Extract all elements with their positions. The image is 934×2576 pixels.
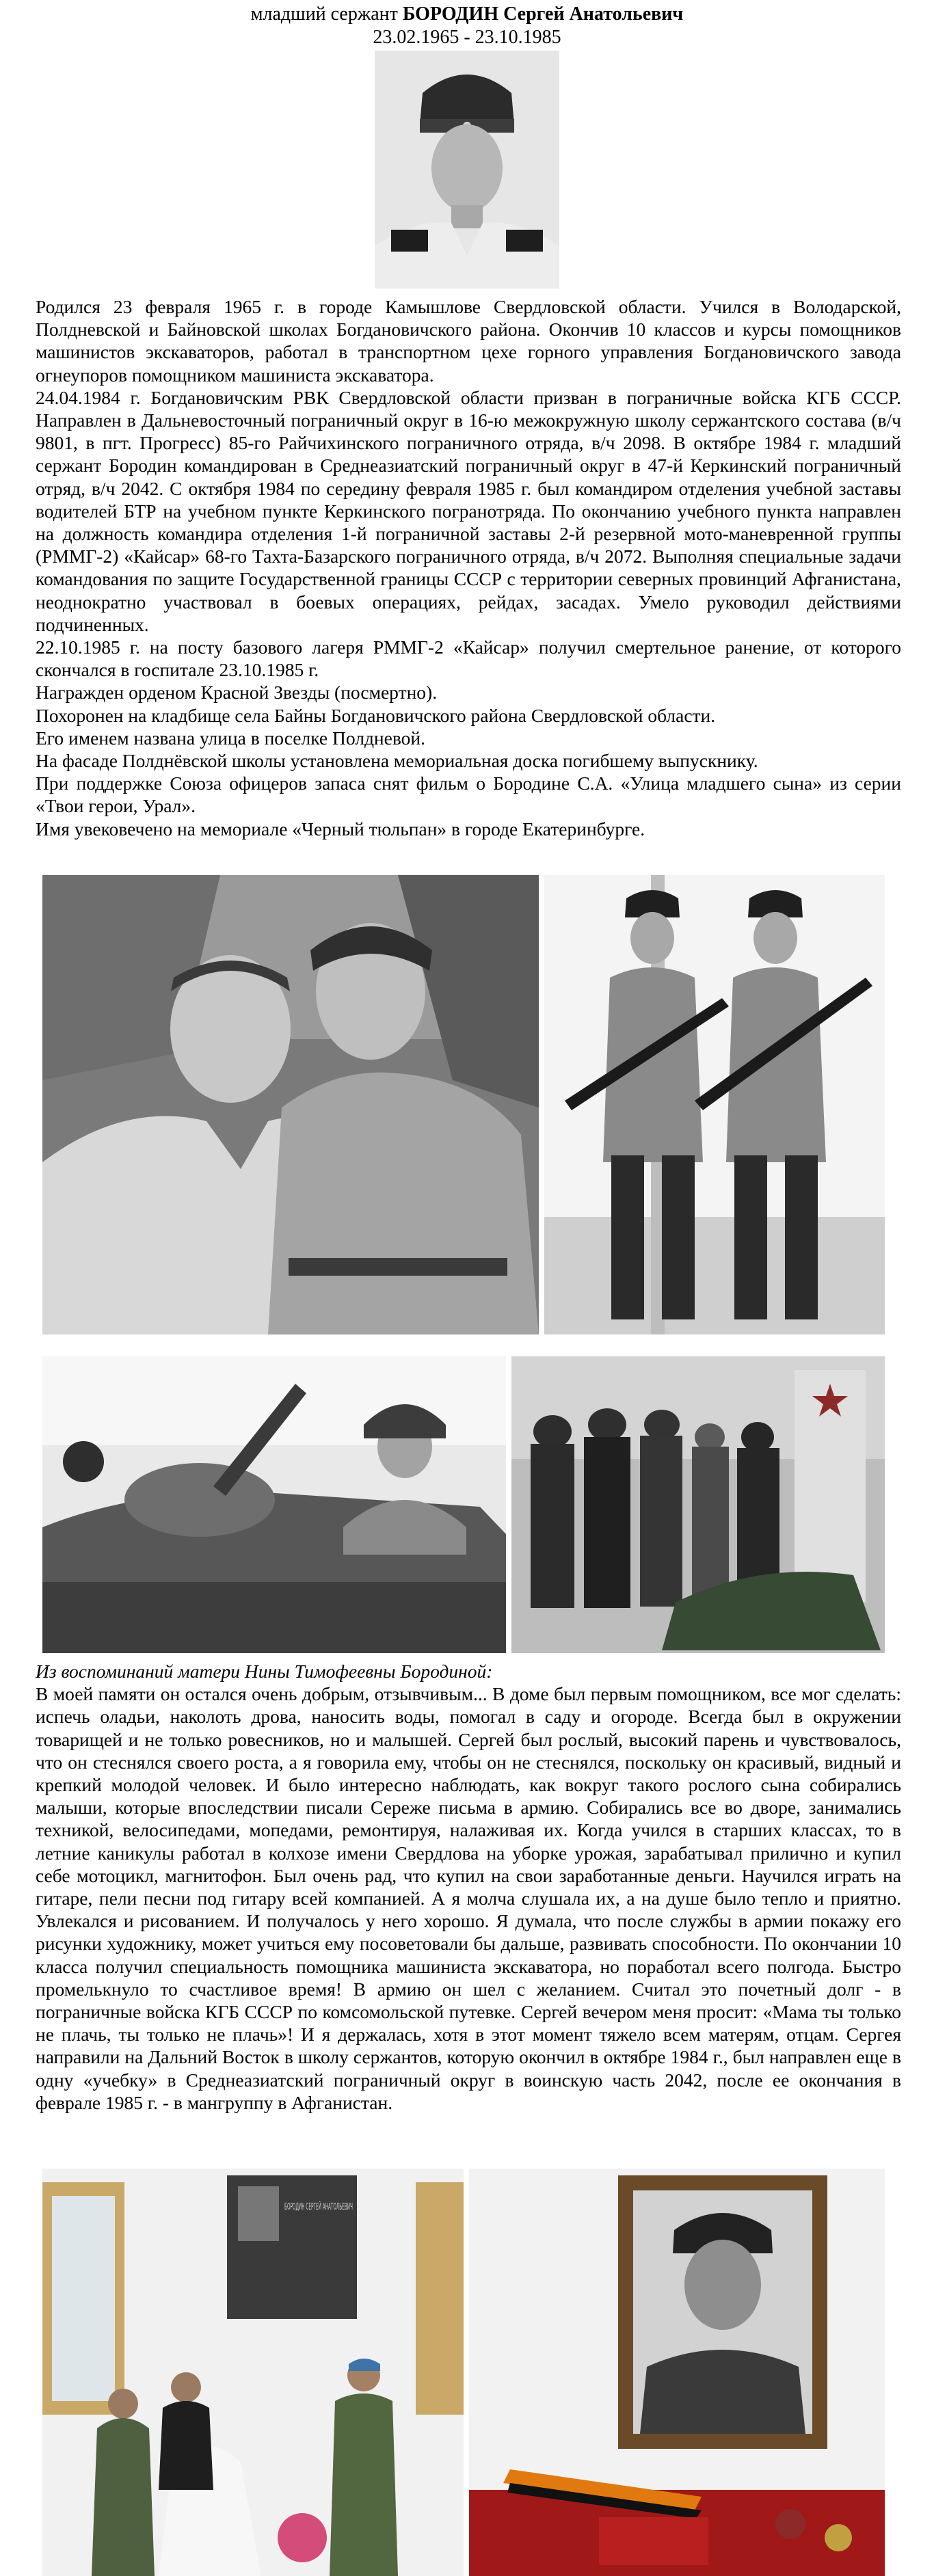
name-line [0,3,934,26]
memoir-intro: Из воспоминаний матери Нины Тимофеевны Бородиной: [36,1661,493,1682]
bio-paragraph: Награжден орденом Красной Звезды (посмертно). [36,682,438,703]
photo-two-young-men [42,875,539,1334]
bio-paragraph: Родился 23 февраля 1965 г. в городе Камышлове Свердловской области. Учился в Володарской, Полдневской и Байновской школах Богдановичского района. Окончив 10 классов и курсы помощников машинистов экскаваторов, работал в транспортном цехе горного управления Богдановичского завода огнеупоров помощником машиниста экскаватора. [36,296,901,386]
bio-paragraph: 22.10.1985 г. на посту базового лагеря РММГ-2 «Кайсар» получил смертельное ранение, от которого скончался в госпитале 23.10.1985 г. [36,636,901,681]
photo-people-at-grave [511,1356,885,1653]
photo-memorial-plaque-unveiling [42,2169,464,2576]
biography [36,295,901,840]
portrait-photo [375,51,559,289]
full-name: БОРОДИН Сергей Анатольевич [402,3,684,25]
photo-portrait-and-medals [469,2169,885,2576]
plaque-text [284,2201,353,2212]
bio-paragraph: На фасаде Полднёвской школы установлена мемориальная доска погибшему выпускнику. [36,750,758,772]
rank-text: младший сержант [250,3,398,25]
bio-paragraph: Его именем названа улица в поселке Полдневой. [36,727,425,749]
bio-paragraph: Похоронен на кладбище села Байны Богдановичского района Свердловской области. [36,704,716,726]
bio-paragraph: При поддержке Союза офицеров запаса снят фильм о Бородине С.А. «Улица младшего сына» из серии «Твои герои, Урал». [36,773,901,817]
memoir-text: В моей памяти он остался очень добрым, отзывчивым... В доме был первым помощником, все мог сделать: испечь оладьи, наколоть дрова, наносить воды, помогал в саду и огороде. Всегда был в окружении товарищей и не только ровесников, но и малышей. Сергей был рослый, высокий парень и чувствовалось, что он стеснялся своего роста, а я говорила ему, чтобы он не стеснялся, поскольку он красивый, видный и крепкий молодой человек. И было интересно наблюдать, как вокруг такого рослого сына собирались малыши, которые впоследствии писали Сереже письма в армию. Собирались все во дворе, занимались техникой, велосипедами, мопедами, ремонтируя, налаживая их. Когда учился в старших классах, то в летние каникулы работал в колхозе имени Свердлова на уборке урожая, зарабатывал прилично и купил себе мотоцикл, магнитофон. Был очень рад, что купил на свои заработанные деньги. Научился играть на гитаре, пели песни под гитару всей компанией. А я молча слушала их, а на душе было тепло и приятно. Увлекался и рисованием. И получалось у него хорошо. Я думала, что после службы в армии покажу его рисунки художнику, может учиться ему посоветовали бы дальше, развивать способности. По окончании 10 класса получил специальность помощника машиниста экскаватора, но поработал всего полгода. Быстро промелькнуло то счастливое время! В армию он шел с желанием. Считал это почетный долг - в пограничные войска КГБ СССР по комсомольской путевке. Сергей вечером меня просит: «Мама ты только не плачь, ты только не плачь»! И я держалась, хотя в этот момент тяжело всем матерям, отцам. Сергея направили на Дальний Восток в школу сержантов, которую окончил в октябре 1984 г., был направлен еще в одну «учебку» в Среднеазиатский пограничный округ в воинскую часть 2042, после ее окончания в феврале 1985 г. - в мангруппу в Афганистан. [36,1683,901,2113]
bio-paragraph: Имя увековечено на мемориале «Черный тюльпан» в городе Екатеринбурге. [36,818,645,840]
mother-memoir [36,1660,901,2114]
life-dates: 23.02.1965 - 23.10.1985 [373,27,561,48]
bio-paragraph: 24.04.1984 г. Богдановичским РВК Свердловской области призван в пограничные войска КГБ СССР. Направлен в Дальневосточный пограничный округ в 16-ю межокружную школу сержантского состава (в/ч 9801, в пгт. Прогресс) 85-го Райчихинского пограничного отряда, в/ч 2098. В октябре 1984 г. младший сержант Бородин командирован в Среднеазиатский пограничный округ в 47-й Керкинский пограничный отряд, в/ч 2042. С октября 1984 по середину февраля 1985 г. был командиром отделения учебной заставы водителей БТР на учебном пункте Керкинского погранотряда. По окончанию учебного пункта направлен на должность командира отделения 1-й пограничной заставы 2-й резервной мото-маневренной группы (РММГ-2) «Кайсар» 68-го Тахта-Базарского пограничного отряда, в/ч 2072. Выполняя специальные задачи командования по защите Государственной границы СССР с территории северных провинций Афганистана, неоднократно участвовал в боевых операциях, рейдах, засадах. Умело руководил действиями подчиненных. [36,386,901,635]
photo-two-soldiers-with-rifles [544,875,885,1334]
photo-soldier-on-btr [42,1356,506,1653]
